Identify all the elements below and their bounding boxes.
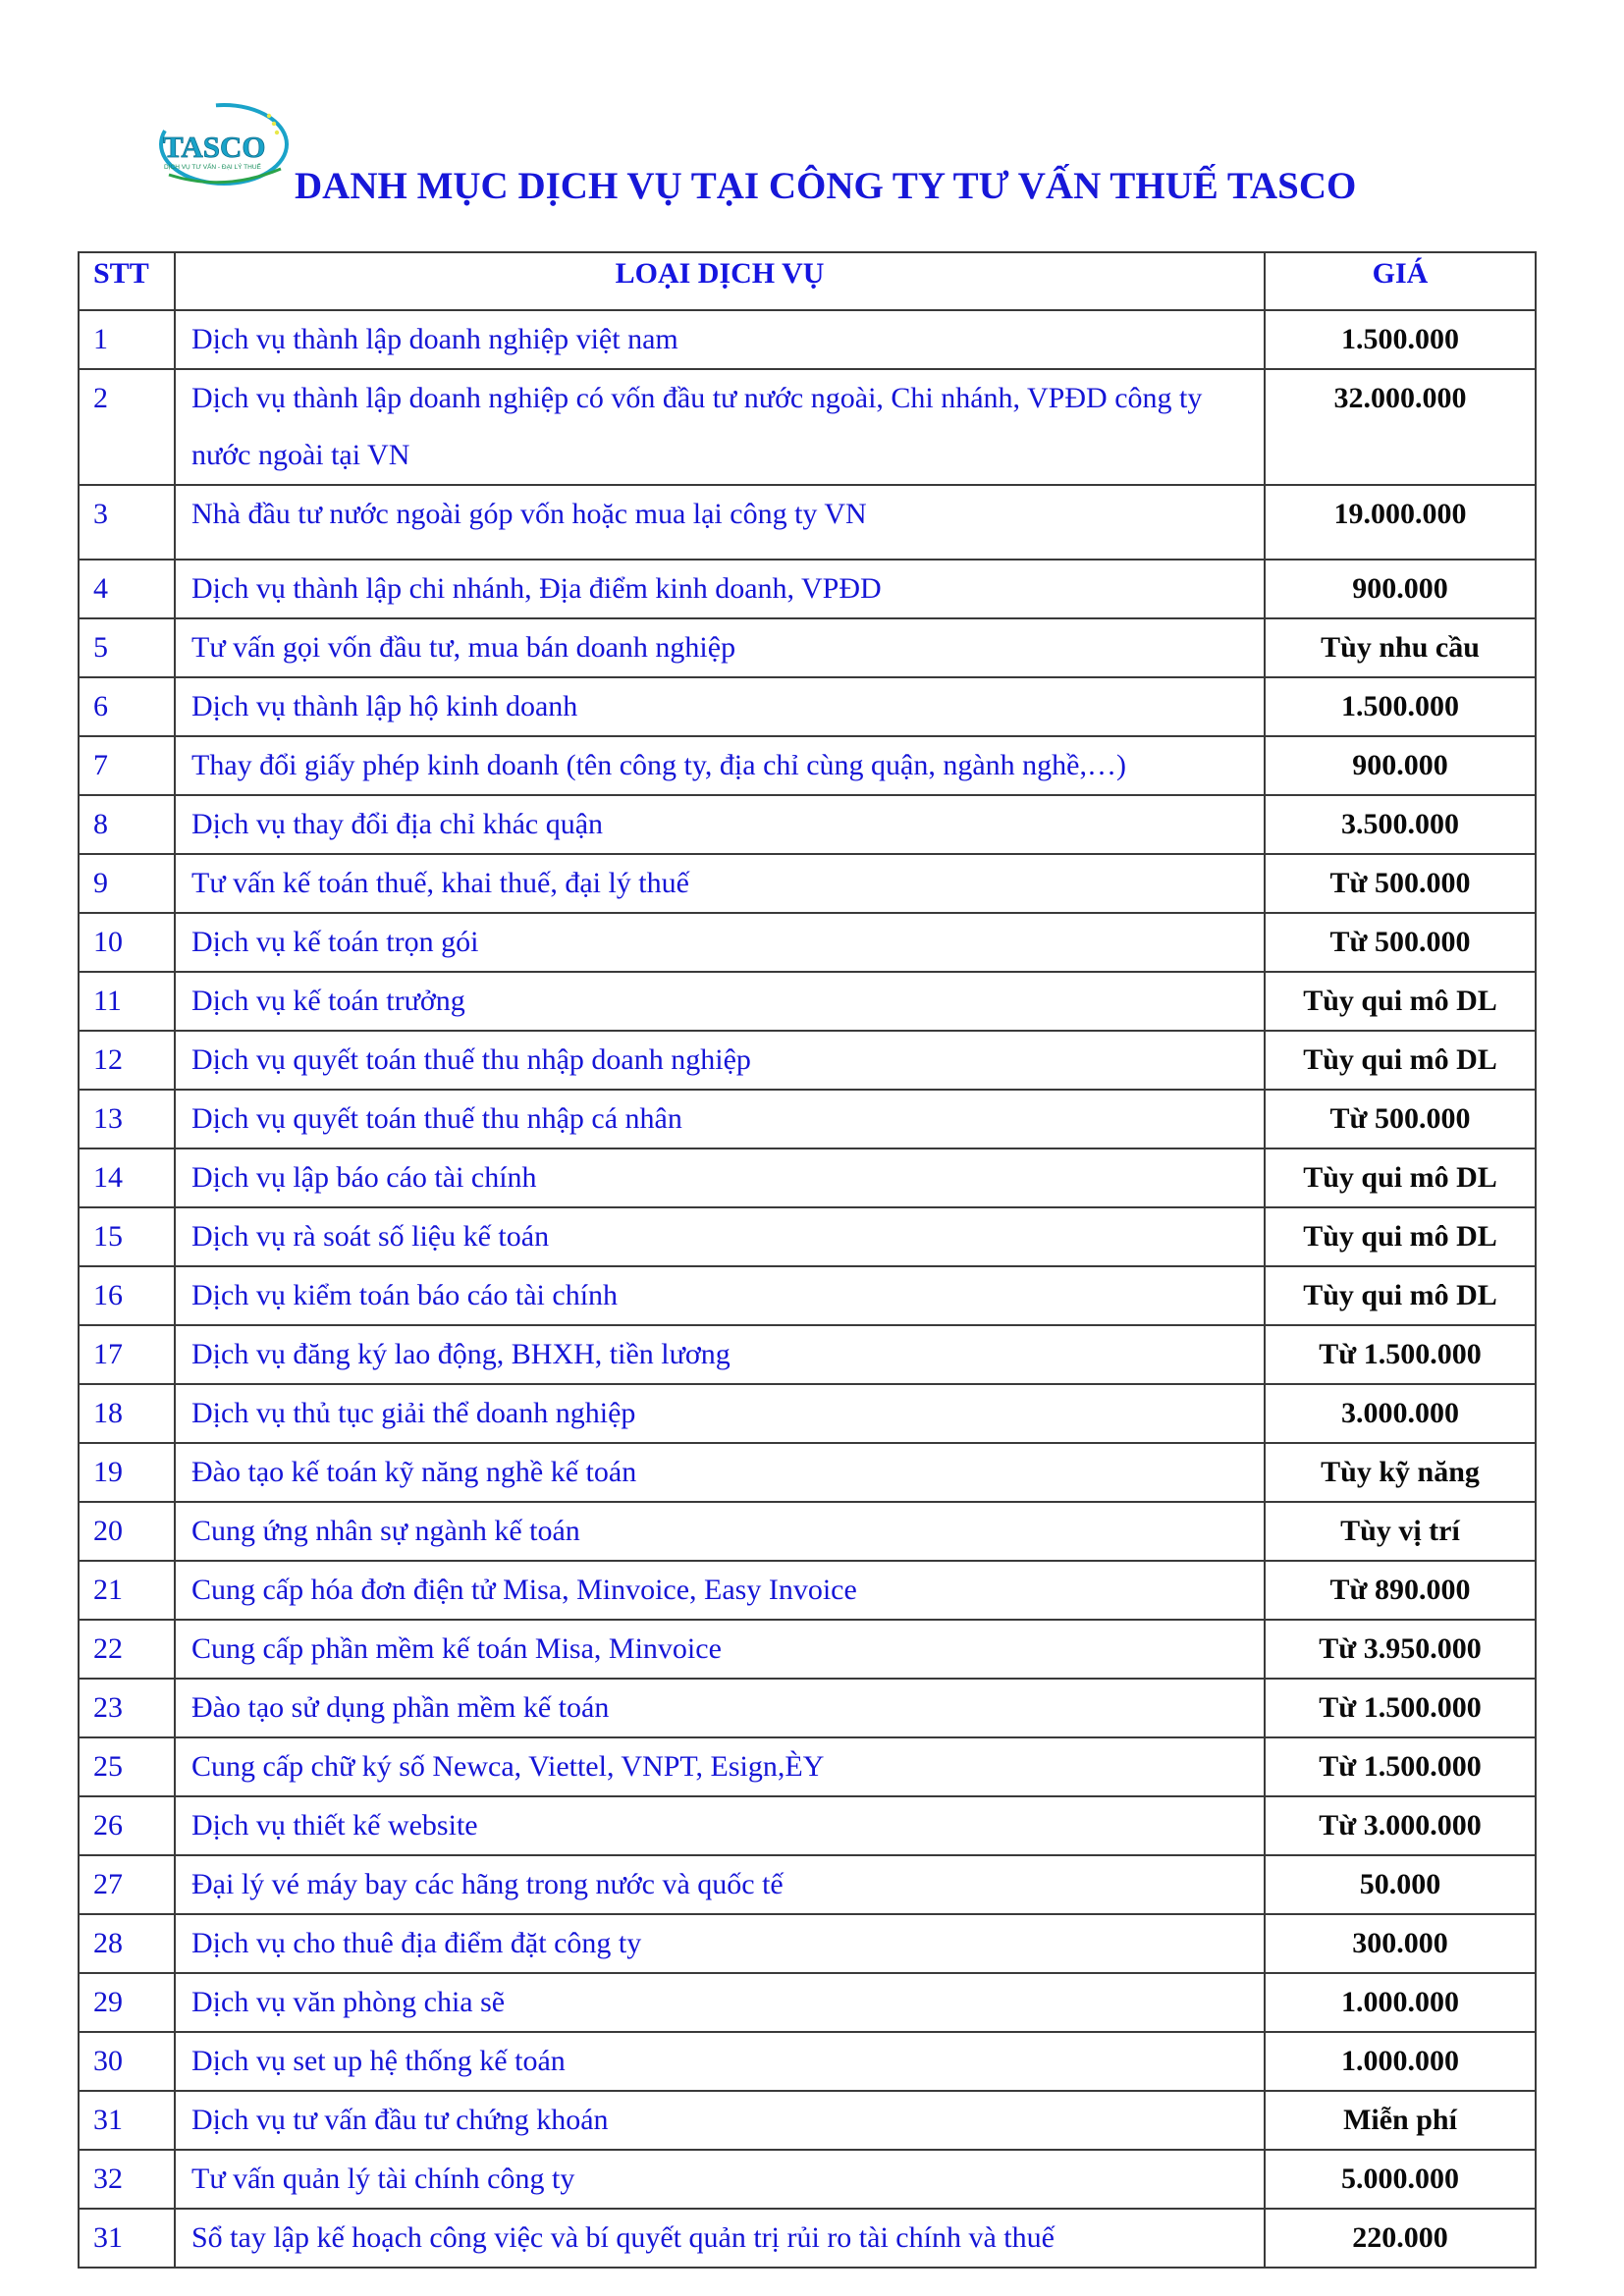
table-row xyxy=(79,1561,1536,1620)
stt-cell xyxy=(79,618,175,677)
stt-cell xyxy=(79,1620,175,1679)
stt-cell-text: 31 xyxy=(93,2104,123,2136)
price-cell xyxy=(1265,2032,1536,2091)
service-cell-text: Dịch vụ thành lập doanh nghiệp có vốn đầu tư nước ngoài, Chi nhánh, VPĐD công ty nước ngoài tại VN xyxy=(191,382,1203,471)
logo-tagline: DỊCH VỤ TƯ VẤN - ĐẠI LÝ THUẾ xyxy=(164,164,261,171)
price-cell xyxy=(1265,1325,1536,1384)
price-cell-text: 1.000.000 xyxy=(1341,2045,1459,2077)
service-cell-text: Dịch vụ văn phòng chia sẽ xyxy=(191,1986,506,2018)
table-row xyxy=(79,2209,1536,2268)
table-row xyxy=(79,913,1536,972)
column-header-price xyxy=(1265,252,1536,310)
service-cell-text: Sổ tay lập kế hoạch công việc và bí quyết quản trị rủi ro tài chính và thuế xyxy=(191,2221,1055,2254)
price-cell-text: 1.500.000 xyxy=(1341,323,1459,355)
price-cell xyxy=(1265,1737,1536,1796)
table-row xyxy=(79,310,1536,369)
table-row xyxy=(79,1855,1536,1914)
stt-cell xyxy=(79,1796,175,1855)
service-cell xyxy=(175,310,1265,369)
service-cell xyxy=(175,2209,1265,2268)
price-cell-text: Từ 3.000.000 xyxy=(1319,1809,1482,1842)
column-header-stt-label: STT xyxy=(93,257,149,290)
service-cell-text: Nhà đầu tư nước ngoài góp vốn hoặc mua lại công ty VN xyxy=(191,498,867,530)
stt-cell-text: 15 xyxy=(93,1220,123,1253)
stt-cell-text: 18 xyxy=(93,1397,123,1429)
table-row xyxy=(79,972,1536,1031)
table-row xyxy=(79,2150,1536,2209)
service-cell xyxy=(175,2150,1265,2209)
price-cell xyxy=(1265,310,1536,369)
price-cell-text: 32.000.000 xyxy=(1333,382,1467,414)
service-cell-text: Dịch vụ thành lập chi nhánh, Địa điểm kinh doanh, VPĐD xyxy=(191,572,882,605)
stt-cell xyxy=(79,560,175,618)
price-cell xyxy=(1265,2209,1536,2268)
stt-cell xyxy=(79,2150,175,2209)
service-cell xyxy=(175,1384,1265,1443)
stt-cell-text: 12 xyxy=(93,1043,123,1076)
price-cell-text: Từ 890.000 xyxy=(1329,1574,1471,1606)
service-cell xyxy=(175,913,1265,972)
service-cell-text: Dịch vụ kiểm toán báo cáo tài chính xyxy=(191,1279,619,1311)
price-cell xyxy=(1265,795,1536,854)
price-cell-text: Từ 1.500.000 xyxy=(1319,1750,1482,1783)
service-cell xyxy=(175,2032,1265,2091)
price-cell xyxy=(1265,1679,1536,1737)
stt-cell-text: 9 xyxy=(93,867,108,899)
service-cell-text: Dịch vụ cho thuê địa điểm đặt công ty xyxy=(191,1927,642,1959)
price-cell-text: Tùy qui mô DL xyxy=(1303,1043,1497,1076)
service-cell xyxy=(175,1855,1265,1914)
column-header-service xyxy=(175,252,1265,310)
stt-cell-text: 31 xyxy=(93,2221,123,2254)
service-cell-text: Dịch vụ thay đổi địa chỉ khác quận xyxy=(191,808,604,840)
price-cell-text: 900.000 xyxy=(1352,749,1448,781)
table-row xyxy=(79,485,1536,560)
price-cell xyxy=(1265,1855,1536,1914)
stt-cell-text: 23 xyxy=(93,1691,123,1724)
table-row xyxy=(79,1796,1536,1855)
price-cell-text: Từ 500.000 xyxy=(1329,926,1471,958)
service-cell xyxy=(175,1090,1265,1148)
price-cell-text: Từ 500.000 xyxy=(1329,1102,1471,1135)
price-cell xyxy=(1265,1502,1536,1561)
price-cell-text: Từ 500.000 xyxy=(1329,867,1471,899)
stt-cell-text: 10 xyxy=(93,926,123,958)
service-cell-text: Dịch vụ rà soát số liệu kế toán xyxy=(191,1220,550,1253)
stt-cell-text: 17 xyxy=(93,1338,123,1370)
service-cell xyxy=(175,1737,1265,1796)
stt-cell-text: 28 xyxy=(93,1927,123,1959)
service-cell xyxy=(175,369,1265,485)
table-row xyxy=(79,795,1536,854)
stt-cell xyxy=(79,1384,175,1443)
service-cell xyxy=(175,1502,1265,1561)
stt-cell xyxy=(79,854,175,913)
column-header-price-label: GIÁ xyxy=(1372,257,1429,290)
stt-cell xyxy=(79,1325,175,1384)
stt-cell-text: 27 xyxy=(93,1868,123,1900)
table-row xyxy=(79,677,1536,736)
table-row xyxy=(79,1090,1536,1148)
table-row xyxy=(79,560,1536,618)
stt-cell-text: 21 xyxy=(93,1574,123,1606)
service-cell-text: Dịch vụ lập báo cáo tài chính xyxy=(191,1161,537,1194)
stt-cell-text: 30 xyxy=(93,2045,123,2077)
stt-cell xyxy=(79,1090,175,1148)
stt-cell xyxy=(79,1973,175,2032)
price-cell xyxy=(1265,1914,1536,1973)
price-cell-text: 900.000 xyxy=(1352,572,1448,605)
stt-cell-text: 8 xyxy=(93,808,108,840)
stt-cell xyxy=(79,485,175,560)
service-cell xyxy=(175,677,1265,736)
stt-cell xyxy=(79,1561,175,1620)
price-cell xyxy=(1265,369,1536,485)
price-cell xyxy=(1265,2150,1536,2209)
table-row xyxy=(79,1266,1536,1325)
service-cell-text: Dịch vụ set up hệ thống kế toán xyxy=(191,2045,566,2077)
table-row xyxy=(79,1443,1536,1502)
stt-cell-text: 4 xyxy=(93,572,108,605)
service-cell-text: Cung ứng nhân sự ngành kế toán xyxy=(191,1515,580,1547)
logo-dot xyxy=(272,122,276,126)
table-row xyxy=(79,2091,1536,2150)
price-cell-text: 300.000 xyxy=(1352,1927,1448,1959)
price-cell xyxy=(1265,485,1536,560)
stt-cell xyxy=(79,1855,175,1914)
price-cell xyxy=(1265,1561,1536,1620)
stt-cell xyxy=(79,677,175,736)
price-cell-text: Tùy qui mô DL xyxy=(1303,985,1497,1017)
service-cell-text: Dịch vụ quyết toán thuế thu nhập doanh nghiệp xyxy=(191,1043,751,1076)
table-row xyxy=(79,2032,1536,2091)
service-cell-text: Dịch vụ tư vấn đầu tư chứng khoán xyxy=(191,2104,609,2136)
stt-cell-text: 11 xyxy=(93,985,122,1017)
table-row xyxy=(79,736,1536,795)
table-row xyxy=(79,1620,1536,1679)
logo-dot xyxy=(267,114,271,118)
stt-cell-text: 5 xyxy=(93,631,108,664)
service-cell xyxy=(175,1973,1265,2032)
service-cell xyxy=(175,1561,1265,1620)
stt-cell xyxy=(79,1502,175,1561)
price-cell-text: 5.000.000 xyxy=(1341,2163,1459,2195)
table-row xyxy=(79,854,1536,913)
price-cell xyxy=(1265,1207,1536,1266)
stt-cell-text: 6 xyxy=(93,690,108,722)
price-cell xyxy=(1265,618,1536,677)
column-header-stt xyxy=(79,252,175,310)
table-row xyxy=(79,1148,1536,1207)
service-cell xyxy=(175,1443,1265,1502)
service-cell xyxy=(175,1148,1265,1207)
table-row xyxy=(79,618,1536,677)
service-cell-text: Đào tạo kế toán kỹ năng nghề kế toán xyxy=(191,1456,637,1488)
stt-cell-text: 7 xyxy=(93,749,108,781)
stt-cell xyxy=(79,913,175,972)
service-cell-text: Dịch vụ quyết toán thuế thu nhập cá nhân xyxy=(191,1102,682,1135)
price-cell xyxy=(1265,1031,1536,1090)
service-cell xyxy=(175,972,1265,1031)
table-row xyxy=(79,1502,1536,1561)
price-cell xyxy=(1265,736,1536,795)
column-header-service-label: LOẠI DỊCH VỤ xyxy=(615,257,825,290)
price-cell-text: 19.000.000 xyxy=(1333,498,1467,530)
price-cell-text: Miễn phí xyxy=(1343,2104,1457,2136)
stt-cell-text: 1 xyxy=(93,323,108,355)
service-cell-text: Dịch vụ thủ tục giải thể doanh nghiệp xyxy=(191,1397,636,1429)
price-cell-text: 3.000.000 xyxy=(1341,1397,1459,1429)
stt-cell xyxy=(79,2091,175,2150)
stt-cell xyxy=(79,310,175,369)
service-cell xyxy=(175,1914,1265,1973)
stt-cell xyxy=(79,1266,175,1325)
stt-cell-text: 16 xyxy=(93,1279,123,1311)
price-cell-text: Tùy kỹ năng xyxy=(1321,1456,1480,1488)
table-row xyxy=(79,369,1536,485)
table-row xyxy=(79,1679,1536,1737)
service-cell-text: Dịch vụ kế toán trưởng xyxy=(191,985,465,1017)
price-cell xyxy=(1265,560,1536,618)
stt-cell xyxy=(79,2032,175,2091)
service-cell-text: Dịch vụ thiết kế website xyxy=(191,1809,478,1842)
stt-cell xyxy=(79,736,175,795)
price-cell xyxy=(1265,677,1536,736)
stt-cell-text: 22 xyxy=(93,1632,123,1665)
service-cell xyxy=(175,2091,1265,2150)
page-title: DANH MỤC DỊCH VỤ TẠI CÔNG TY TƯ VẤN THUẾ TASCO xyxy=(295,165,1357,207)
stt-cell-text: 19 xyxy=(93,1456,123,1488)
stt-cell-text: 13 xyxy=(93,1102,123,1135)
price-cell-text: Tùy vị trí xyxy=(1340,1515,1460,1547)
service-cell-text: Tư vấn gọi vốn đầu tư, mua bán doanh nghiệp xyxy=(191,631,736,664)
price-cell-text: 50.000 xyxy=(1359,1868,1441,1900)
service-cell xyxy=(175,485,1265,560)
stt-cell xyxy=(79,1914,175,1973)
price-cell-text: Tùy nhu cầu xyxy=(1321,631,1480,664)
service-cell-text: Dịch vụ kế toán trọn gói xyxy=(191,926,479,958)
service-cell-text: Đại lý vé máy bay các hãng trong nước và quốc tế xyxy=(191,1868,784,1900)
stt-cell-text: 2 xyxy=(93,382,108,414)
logo-text: TASCO xyxy=(163,130,266,164)
service-cell xyxy=(175,1031,1265,1090)
price-cell-text: 220.000 xyxy=(1352,2221,1448,2254)
price-cell-text: Từ 1.500.000 xyxy=(1319,1338,1482,1370)
stt-cell xyxy=(79,1443,175,1502)
logo-dot xyxy=(275,131,279,134)
stt-cell xyxy=(79,1148,175,1207)
service-cell xyxy=(175,1796,1265,1855)
service-cell-text: Dịch vụ đăng ký lao động, BHXH, tiền lương xyxy=(191,1338,731,1370)
price-cell-text: Từ 3.950.000 xyxy=(1319,1632,1482,1665)
stt-cell xyxy=(79,369,175,485)
service-cell xyxy=(175,1620,1265,1679)
table-row xyxy=(79,1325,1536,1384)
price-cell xyxy=(1265,1266,1536,1325)
service-cell xyxy=(175,1207,1265,1266)
tasco-logo xyxy=(155,98,293,191)
service-cell xyxy=(175,1266,1265,1325)
stt-cell xyxy=(79,1031,175,1090)
price-cell xyxy=(1265,1090,1536,1148)
price-cell-text: Tùy qui mô DL xyxy=(1303,1220,1497,1253)
service-cell-text: Cung cấp hóa đơn điện tử Misa, Minvoice, Easy Invoice xyxy=(191,1574,857,1606)
table-row xyxy=(79,1973,1536,2032)
service-cell xyxy=(175,736,1265,795)
price-cell xyxy=(1265,1443,1536,1502)
stt-cell xyxy=(79,972,175,1031)
service-cell xyxy=(175,854,1265,913)
tasco-logo-icon xyxy=(155,98,293,191)
service-cell-text: Cung cấp chữ ký số Newca, Viettel, VNPT, Esign,ÈY xyxy=(191,1750,825,1783)
price-cell xyxy=(1265,1148,1536,1207)
service-cell xyxy=(175,618,1265,677)
stt-cell-text: 29 xyxy=(93,1986,123,2018)
service-cell-text: Đào tạo sử dụng phần mềm kế toán xyxy=(191,1691,610,1724)
table-row xyxy=(79,1031,1536,1090)
price-cell-text: Tùy qui mô DL xyxy=(1303,1161,1497,1194)
price-cell-text: Tùy qui mô DL xyxy=(1303,1279,1497,1311)
price-cell xyxy=(1265,854,1536,913)
price-cell xyxy=(1265,1620,1536,1679)
stt-cell xyxy=(79,1679,175,1737)
stt-cell-text: 3 xyxy=(93,498,108,530)
table-header-row xyxy=(79,252,1536,310)
price-cell-text: 1.500.000 xyxy=(1341,690,1459,722)
stt-cell xyxy=(79,795,175,854)
service-cell-text: Cung cấp phần mềm kế toán Misa, Minvoice xyxy=(191,1632,722,1665)
price-cell xyxy=(1265,1973,1536,2032)
table-row xyxy=(79,1384,1536,1443)
price-cell xyxy=(1265,1796,1536,1855)
stt-cell-text: 26 xyxy=(93,1809,123,1842)
stt-cell xyxy=(79,1207,175,1266)
price-cell xyxy=(1265,972,1536,1031)
service-cell-text: Dịch vụ thành lập hộ kinh doanh xyxy=(191,690,578,722)
stt-cell-text: 25 xyxy=(93,1750,123,1783)
stt-cell-text: 32 xyxy=(93,2163,123,2195)
price-cell-text: 1.000.000 xyxy=(1341,1986,1459,2018)
service-cell-text: Tư vấn quản lý tài chính công ty xyxy=(191,2163,575,2195)
service-cell xyxy=(175,1679,1265,1737)
table-row xyxy=(79,1914,1536,1973)
stt-cell xyxy=(79,2209,175,2268)
service-cell xyxy=(175,795,1265,854)
service-cell-text: Thay đổi giấy phép kinh doanh (tên công ty, địa chỉ cùng quận, ngành nghề,…) xyxy=(191,749,1126,781)
services-table xyxy=(78,251,1537,2269)
stt-cell-text: 20 xyxy=(93,1515,123,1547)
price-cell xyxy=(1265,913,1536,972)
price-cell-text: 3.500.000 xyxy=(1341,808,1459,840)
service-cell xyxy=(175,1325,1265,1384)
price-cell xyxy=(1265,1384,1536,1443)
table-row xyxy=(79,1737,1536,1796)
table-row xyxy=(79,1207,1536,1266)
price-cell-text: Từ 1.500.000 xyxy=(1319,1691,1482,1724)
price-cell xyxy=(1265,2091,1536,2150)
stt-cell-text: 14 xyxy=(93,1161,123,1194)
stt-cell xyxy=(79,1737,175,1796)
service-cell-text: Dịch vụ thành lập doanh nghiệp việt nam xyxy=(191,323,678,355)
service-cell xyxy=(175,560,1265,618)
service-cell-text: Tư vấn kế toán thuế, khai thuế, đại lý thuế xyxy=(191,867,689,899)
